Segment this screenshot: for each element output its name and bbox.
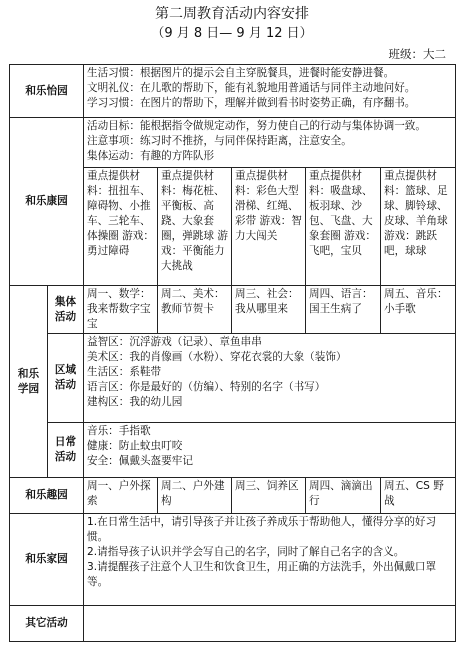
row-jia (10, 514, 456, 606)
daily-line: 音乐：手指歌 (87, 425, 151, 437)
jian-column: 重点提供材料：吸盘球、板羽球、沙包、飞盘、大象套圈 游戏：飞吧，宝贝 (306, 168, 381, 286)
daily-line: 健康：防止蚊虫叮咬 (87, 440, 183, 452)
schedule-table (9, 64, 456, 642)
jian-column: 重点提供材料：扭扭车、障碍物、小推车、三轮车、体操圈 游戏：勇过障碍 (84, 168, 158, 286)
sub-label-area: 区域活动 (48, 334, 84, 423)
page-title: 第二周教育活动内容安排 (155, 6, 309, 22)
qu-day: 周五、CS 野战 (381, 478, 456, 514)
jian-column: 重点提供材料：彩色大型滑梯、红绳、彩带 游戏：智力大闯关 (232, 168, 306, 286)
row-jian-top (10, 118, 456, 168)
jian-goal-block (84, 118, 456, 168)
jia-content (84, 514, 456, 606)
jian-column: 重点提供材料：篮球、足球、脚铃球、皮球、羊角球 游戏：跳跃吧，球球 (381, 168, 456, 286)
row-xue-area (10, 334, 456, 423)
daily-line: 安全：佩戴头盔要牢记 (87, 455, 193, 467)
helei-line: 学习习惯：在图片的帮助下，理解并做到看书时姿势正确，有序翻书。 (87, 97, 416, 109)
jian-note: 注意事项：练习时不推挤，与同伴保持距离，注意安全。 (87, 135, 352, 147)
section-label-jia: 和乐家园 (10, 514, 84, 606)
area-line: 益智区：沉浮游戏（记录）、章鱼串串 (87, 336, 262, 348)
collective-day: 周五、音乐：小手歌 (381, 286, 456, 334)
collective-day: 周四、语言：国王生病了 (306, 286, 381, 334)
row-qu (10, 478, 456, 514)
helei-line: 文明礼仪：在儿歌的帮助下，能有礼貌地用普通话与同伴主动地问好。 (87, 82, 416, 94)
collective-day: 周三、社会：我从哪里来 (232, 286, 306, 334)
helei-content (84, 65, 456, 118)
area-line: 语言区：你是最好的（仿编）、特别的名字（书写） (87, 381, 326, 393)
daily-content (84, 423, 456, 478)
helei-line: 生活习惯：根据图片的提示会自主穿脱餐具，进餐时能安静进餐。 (87, 67, 395, 79)
area-line: 生活区：系鞋带 (87, 366, 162, 378)
section-label-helei: 和乐怡园 (10, 65, 84, 118)
qu-day: 周二、户外建构 (158, 478, 232, 514)
section-label-qu: 和乐趣园 (10, 478, 84, 514)
row-other (10, 606, 456, 642)
jia-line: 1.在日常生活中，请引导孩子并让孩子养成乐于帮助他人，懂得分享的好习惯。 (87, 516, 437, 543)
collective-day: 周一、数学：我来帮数字宝宝 (84, 286, 158, 334)
other-content (84, 606, 456, 642)
area-line: 建构区：我的幼儿园 (87, 396, 183, 408)
row-xue-collective (10, 286, 456, 334)
sub-label-daily: 日常活动 (48, 423, 84, 478)
collective-day: 周二、美术：教师节贺卡 (158, 286, 232, 334)
sub-label-collective: 集体活动 (48, 286, 84, 334)
row-xue-daily (10, 423, 456, 478)
qu-day: 周三、饲养区 (232, 478, 306, 514)
date-range: （9 月 8 日— 9 月 12 日） (151, 26, 313, 41)
area-content (84, 334, 456, 423)
section-label-xue: 和乐学园 (10, 286, 48, 478)
jia-line: 3.请提醒孩子注意个人卫生和饮食卫生，用正确的方法洗手，外出佩戴口罩等。 (87, 561, 437, 588)
jian-group: 集体运动：有趣的方阵队形 (87, 150, 215, 162)
qu-day: 周一、户外探索 (84, 478, 158, 514)
section-label-jian: 和乐康园 (10, 118, 84, 286)
row-helei (10, 65, 456, 118)
area-line: 美术区：我的肖像画（水粉）、穿花衣裳的大象（装饰） (87, 351, 347, 363)
class-label: 班级：大二 (388, 47, 446, 61)
jian-column: 重点提供材料：梅花桩、平衡板、高跷、大象套圈，弹跳球 游戏：平衡能力大挑战 (158, 168, 232, 286)
jian-goal: 活动目标：能根据指令做规定动作，努力使自己的行动与集体协调一致。 (87, 120, 426, 132)
jia-line: 2.请指导孩子认识并学会写自己的名字，同时了解自己名字的含义。 (87, 546, 405, 558)
section-label-other: 其它活动 (10, 606, 84, 642)
qu-day: 周四、滴滴出行 (306, 478, 381, 514)
